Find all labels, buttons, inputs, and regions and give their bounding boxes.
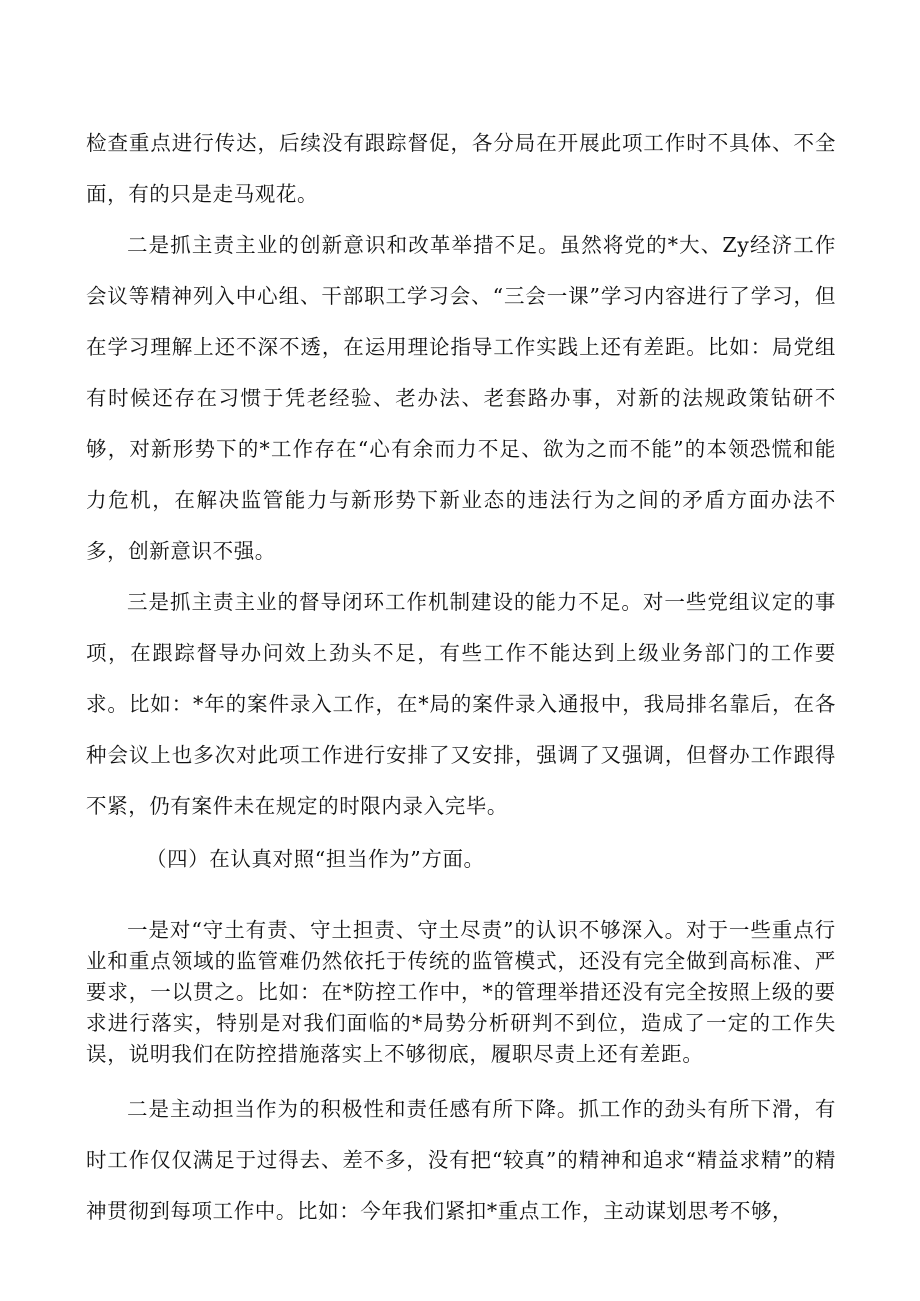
paragraph-responsibility-awareness: 一是对“守土有责、守土担责、守土尽责”的认识不够深入。对于一些重点行业和重点领域的监管难仍然依托于传统的监管模式，还没有完全做到高标准、严要求，一以贯之。比如：在*防控工作中，*的管理举措还没有完全按照上级的要求进行落实，特别是对我们面临的*局势分析研判不到位，造成了一定的工作失误，说明我们在防控措施落实上不够彻底，履职尽责上还有差距。: [86, 918, 836, 1066]
paragraph-initiative-decline: 二是主动担当作为的积极性和责任感有所下降。抓工作的劲头有所下滑，有时工作仅仅满足于过得去、差不多，没有把“较真”的精神和追求“精益求精”的精神贯彻到每项工作中。比如：今年我们紧扣*重点工作，主动谋划思考不够，: [86, 1097, 836, 1223]
paragraph-continuation: 检查重点进行传达，后续没有跟踪督促，各分局在开展此项工作时不具体、不全面，有的只是走马观花。: [86, 131, 836, 206]
paragraph-supervision-deficit: 三是抓主责主业的督导闭环工作机制建设的能力不足。对一些党组议定的事项，在跟踪督导办问效上劲头不足，有些工作不能达到上级业务部门的工作要求。比如：*年的案件录入工作，在*局的案件录入通报中，我局排名靠后，在各种会议上也多次对此项工作进行安排了又安排，强调了又强调，但督办工作跟得不紧，仍有案件未在规定的时限内录入完毕。: [86, 590, 836, 818]
document-body: [86, 118, 836, 1237]
section-heading-four: （四）在认真对照“担当作为”方面。: [146, 847, 485, 871]
paragraph-innovation-deficit: 二是抓主责主业的创新意识和改革举措不足。虽然将党的*大、Zy经济工作会议等精神列入中心组、干部职工学习会、“三会一课”学习内容进行了学习，但在学习理解上还不深不透，在运用理论指导工作实践上还有差距。比如：局党组有时候还存在习惯于凭老经验、老办法、老套路办事，对新的法规政策钻研不够，对新形势下的*工作存在“心有余而力不足、欲为之而不能”的本领恐慌和能力危机，在解决监管能力与新形势下新业态的违法行为之间的矛盾方面办法不多，创新意识不强。: [86, 233, 836, 563]
